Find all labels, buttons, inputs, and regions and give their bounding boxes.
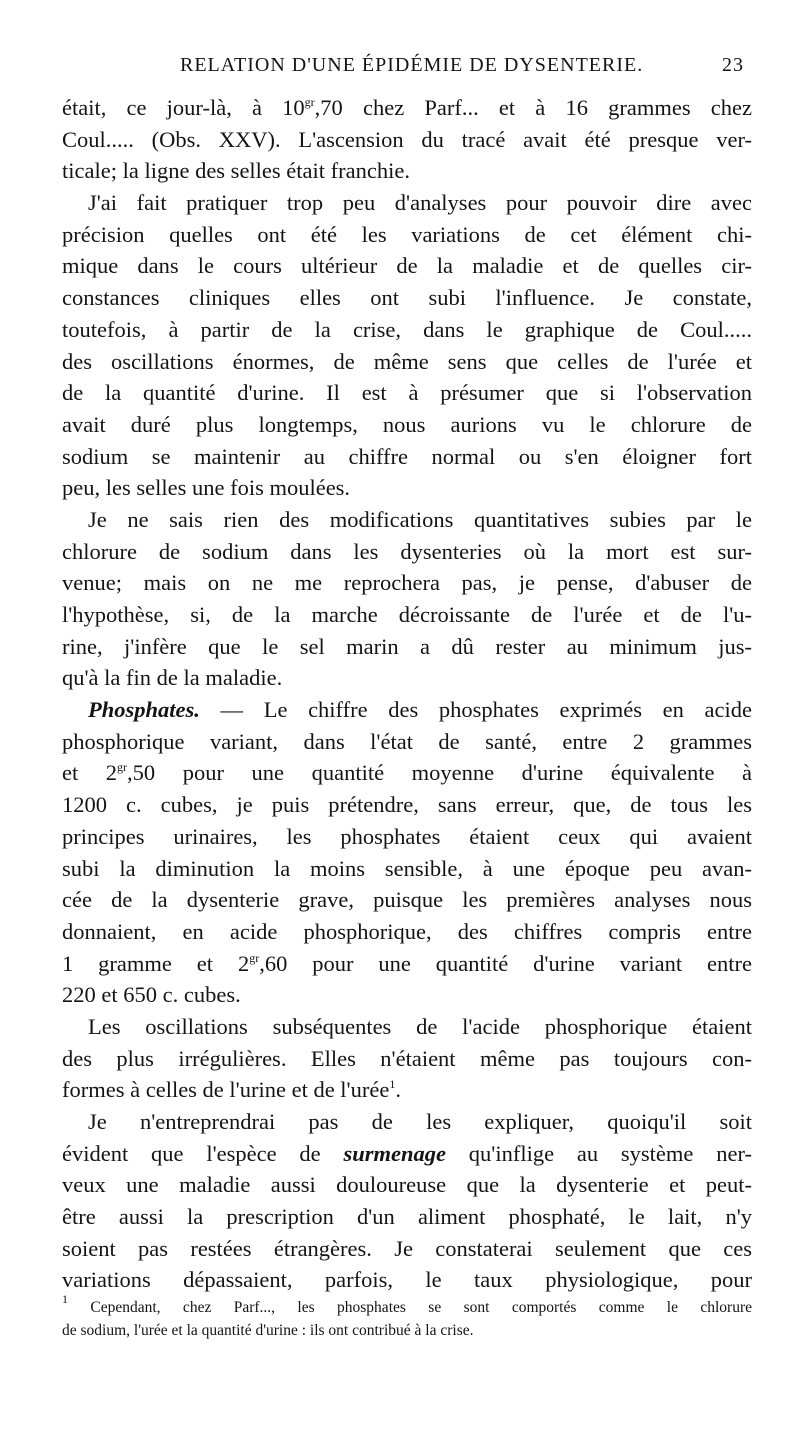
- text-line: mique dans le cours ultérieur de la maladie et de quelles cir-: [62, 253, 752, 279]
- header-title: RELATION D'UNE ÉPIDÉMIE DE DYSENTERIE.: [180, 54, 644, 76]
- text-line: évident que l'espèce de surmenage qu'inflige au système ner-: [62, 1140, 752, 1166]
- text-line: avait duré plus longtemps, nous aurions vu le chlorure de: [62, 411, 752, 437]
- text-line: Je ne sais rien des modifications quantitatives subies par le: [88, 506, 752, 532]
- text-line: soient pas restées étrangères. Je constaterai seulement que ces: [62, 1235, 752, 1261]
- text-line: variations dépassaient, parfois, le taux physiologique, pour: [62, 1267, 752, 1293]
- text-line: constances cliniques elles ont subi l'influence. Je constate,: [62, 285, 752, 311]
- text-line: donnaient, en acide phosphorique, des chiffres compris entre: [62, 918, 752, 944]
- footnote-marker: 1: [389, 1077, 396, 1092]
- text-line: J'ai fait pratiquer trop peu d'analyses pour pouvoir dire avec: [88, 190, 752, 216]
- emphasis-surmenage: surmenage: [343, 1140, 446, 1166]
- text-line: l'hypothèse, si, de la marche décroissante de l'urée et de l'u-: [62, 602, 752, 627]
- page-number: 23: [722, 54, 744, 76]
- text-line: veux une maladie aussi douloureuse que la dysenterie et peut-: [62, 1172, 752, 1198]
- text-line: ticale; la ligne des selles était franchie.: [62, 158, 410, 184]
- text-line: 1 gramme et $2^{gr},60$ pour une quantité d'urine variant entre: [62, 950, 752, 976]
- text-line: qu'à la fin de la maladie.: [62, 665, 283, 691]
- text-line: Phosphates. — Le chiffre des phosphates exprimés en acide: [88, 697, 752, 723]
- text-line: des oscillations énormes, de même sens que celles de l'urée et: [62, 348, 752, 374]
- body-text: [62, 92, 752, 1296]
- text-line: formes à celles de l'urine et de l'urée$^1$.: [62, 1077, 401, 1103]
- footnote-line: $^1$ Cependant, chez Parf..., les phosphates se sont comportés comme le chlorure: [62, 1292, 752, 1316]
- footnote-line: de sodium, l'urée et la quantité d'urine : ils ont contribué à la crise.: [62, 1322, 474, 1339]
- text-line: toutefois, à partir de la crise, dans le graphique de Coul.....: [62, 316, 752, 342]
- text-line: venue; mais on ne me reprochera pas, je pense, d'abuser de: [62, 570, 752, 596]
- text-line: Les oscillations subséquentes de l'acide phosphorique étaient: [88, 1013, 752, 1039]
- running-header: [62, 54, 750, 86]
- text-line: précision quelles ont été les variations de cet élément chi-: [62, 221, 752, 247]
- text-line: et $2^{gr},50$ pour une quantité moyenne d'urine équivalente à: [62, 760, 752, 786]
- text-line: sodium se maintenir au chiffre normal ou s'en éloigner fort: [62, 443, 752, 469]
- text-line: était, ce jour-là, à $10^{gr},70$ chez Parf... et à 16 grammes chez: [62, 95, 752, 120]
- text-line: de la quantité d'urine. Il est à présumer que si l'observation: [62, 380, 752, 406]
- text-line: 1200 c. cubes, je puis prétendre, sans erreur, que, de tous les: [62, 792, 752, 818]
- text-line: 220 et 650 c. cubes.: [62, 982, 241, 1008]
- text-line: être aussi la prescription d'un aliment phosphaté, le lait, n'y: [62, 1204, 752, 1230]
- text-line: subi la diminution la moins sensible, à une époque peu avan-: [62, 855, 752, 881]
- text-line: phosphorique variant, dans l'état de santé, entre 2 grammes: [62, 728, 752, 754]
- text-line: principes urinaires, les phosphates étaient ceux qui avaient: [62, 823, 752, 849]
- text-line: Coul..... (Obs. XXV). L'ascension du tracé avait été presque ver-: [62, 126, 752, 152]
- footnote: [62, 1292, 752, 1342]
- text-line: Je n'entreprendrai pas de les expliquer, quoiqu'il soit: [88, 1109, 752, 1134]
- section-heading-phosphates: Phosphates.: [88, 697, 200, 723]
- text-line: rine, j'infère que le sel marin a dû rester au minimum jus-: [62, 633, 752, 659]
- footnote-number: 1: [62, 1292, 68, 1306]
- text-line: cée de la dysenterie grave, puisque les premières analyses nous: [62, 887, 752, 913]
- text-line: des plus irrégulières. Elles n'étaient même pas toujours con-: [62, 1045, 752, 1071]
- text-line: peu, les selles une fois moulées.: [62, 475, 351, 501]
- text-line: chlorure de sodium dans les dysenteries où la mort est sur-: [62, 538, 752, 564]
